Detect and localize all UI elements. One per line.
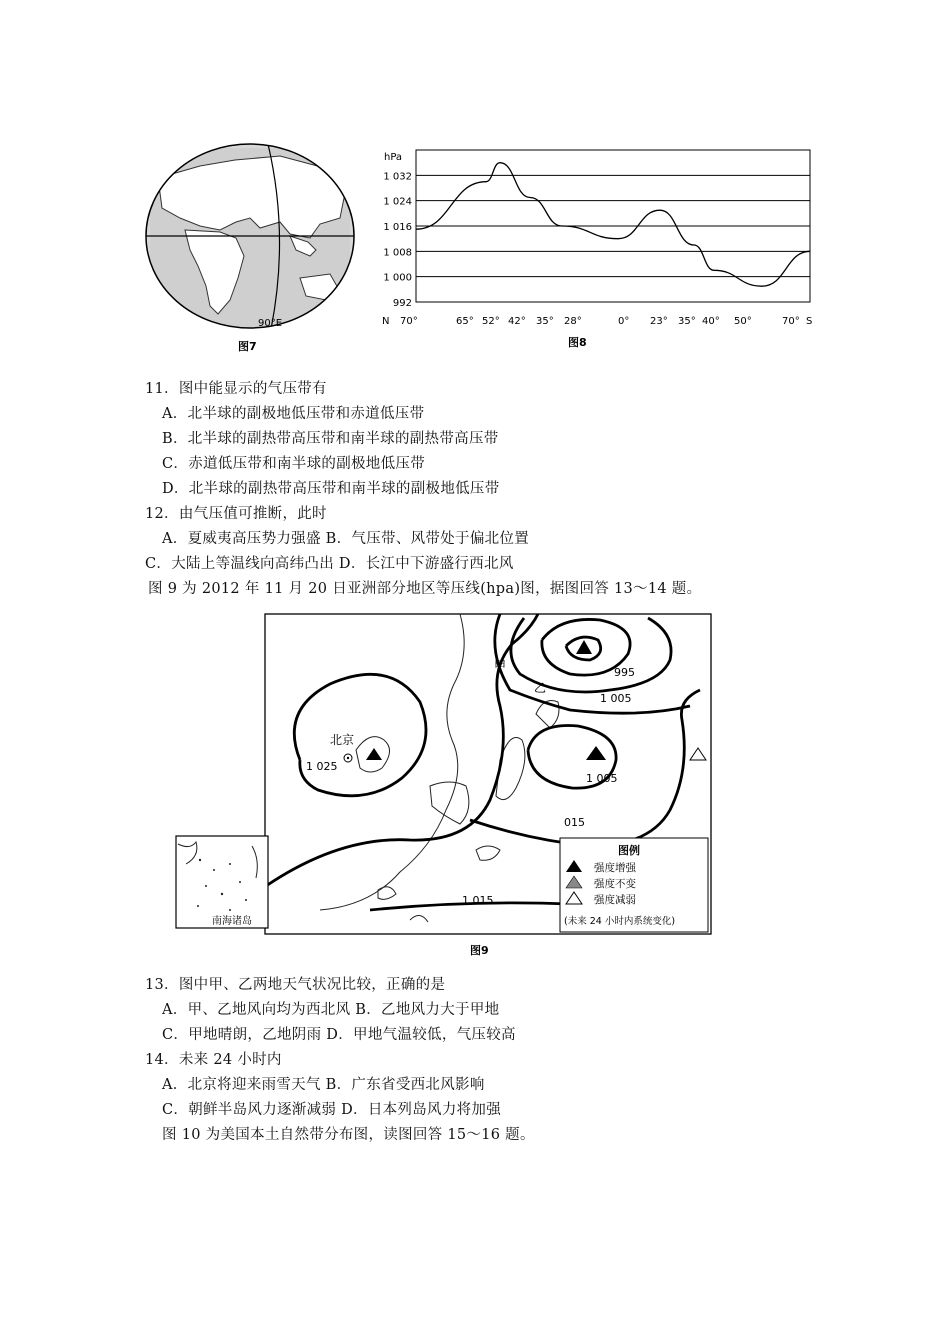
x-tick-label: 35°	[536, 316, 554, 327]
x-tick-label: 40°	[702, 316, 720, 327]
isobar-label-1025: 1 025	[306, 760, 338, 773]
q14-options-cd: C．朝鲜半岛风力逐渐减弱 D．日本列岛风力将加强	[162, 1102, 502, 1118]
label-jia: 甲	[494, 659, 507, 673]
isobar-label-015: 015	[564, 816, 585, 829]
q12-options-ab: A．夏威夷高压势力强盛 B．气压带、风带处于偏北位置	[162, 531, 530, 547]
y-axis-unit: hPa	[384, 152, 403, 163]
y-tick-label: 1 016	[383, 222, 412, 233]
q14-stem: 14．未来 24 小时内	[145, 1052, 282, 1068]
q11-option-a: A．北半球的副极地低压带和赤道低压带	[162, 406, 425, 422]
isobar-label-995: 995	[614, 666, 635, 679]
q12-options-cd: C．大陆上等温线向高纬凸出 D．长江中下游盛行西北风	[145, 556, 514, 572]
q12-stem: 12．由气压值可推断，此时	[145, 506, 327, 522]
fig10-intro: 图 10 为美国本土自然带分布图，读图回答 15～16 题。	[162, 1127, 535, 1143]
x-tick-label: 70°	[400, 316, 418, 327]
x-tick-label: N	[382, 316, 390, 327]
legend-note: (未来 24 小时内系统变化)	[564, 916, 676, 927]
x-tick-label: 23°	[650, 316, 668, 327]
inset-label: 南海诸岛	[212, 916, 252, 927]
figure-9-map	[170, 610, 718, 960]
isobar-label-1005-east: 1 005	[586, 772, 618, 785]
x-tick-label: 70°	[782, 316, 800, 327]
q13-options-ab: A．甲、乙地风向均为西北风 B．乙地风力大于甲地	[162, 1002, 500, 1018]
y-tick-label: 1 000	[383, 272, 412, 284]
x-tick-label: 42°	[508, 316, 526, 327]
q11-option-b: B．北半球的副热带高压带和南半球的副热带高压带	[162, 431, 499, 447]
q13-options-cd: C．甲地晴朗，乙地阴雨 D．甲地气温较低，气压较高	[162, 1027, 516, 1043]
q11-option-c: C．赤道低压带和南半球的副极地低压带	[162, 456, 425, 472]
legend-title: 图例	[618, 844, 640, 857]
figure-8-caption: 图8	[568, 336, 587, 349]
legend-weakening-label: 强度减弱	[594, 894, 636, 906]
figure-7-caption: 图7	[238, 340, 257, 353]
y-tick-label: 1 032	[383, 171, 412, 183]
fig9-intro: 图 9 为 2012 年 11 月 20 日亚洲部分地区等压线(hpa)图，据图回答 13～14 题。	[148, 581, 702, 597]
x-tick-label: 65°	[456, 316, 474, 327]
q11-stem: 11．图中能显示的气压带有	[145, 381, 327, 397]
q11-option-d: D．北半球的副热带高压带和南半球的副极地低压带	[162, 481, 500, 497]
q13-stem: 13．图中甲、乙两地天气状况比较，正确的是	[145, 977, 446, 993]
q14-options-ab: A．北京将迎来雨雪天气 B．广东省受西北风影响	[162, 1077, 485, 1093]
isobar-label-1005-north: 1 005	[600, 692, 632, 705]
legend-unchanged-label: 强度不变	[594, 878, 636, 890]
figure-8-chart	[378, 138, 828, 360]
figure-9-caption: 图9	[470, 944, 489, 957]
figure-7-globe	[140, 138, 362, 360]
x-tick-label: 52°	[482, 316, 500, 327]
y-tick-label: 1 008	[383, 247, 412, 259]
meridian-label: 90°E	[258, 318, 283, 329]
label-yi: 乙	[534, 681, 547, 695]
x-tick-label: S	[806, 316, 813, 327]
x-tick-label: 0°	[618, 316, 630, 327]
y-tick-label: 1 024	[383, 196, 412, 208]
x-tick-label: 35°	[678, 316, 696, 327]
x-tick-label: 50°	[734, 316, 752, 327]
label-beijing: 北京	[330, 733, 355, 747]
x-tick-label: 28°	[564, 316, 582, 327]
isobar-label-1015: 1 015	[462, 894, 494, 907]
y-tick-label: 992	[392, 298, 412, 309]
legend-strengthening-label: 强度增强	[594, 862, 636, 874]
